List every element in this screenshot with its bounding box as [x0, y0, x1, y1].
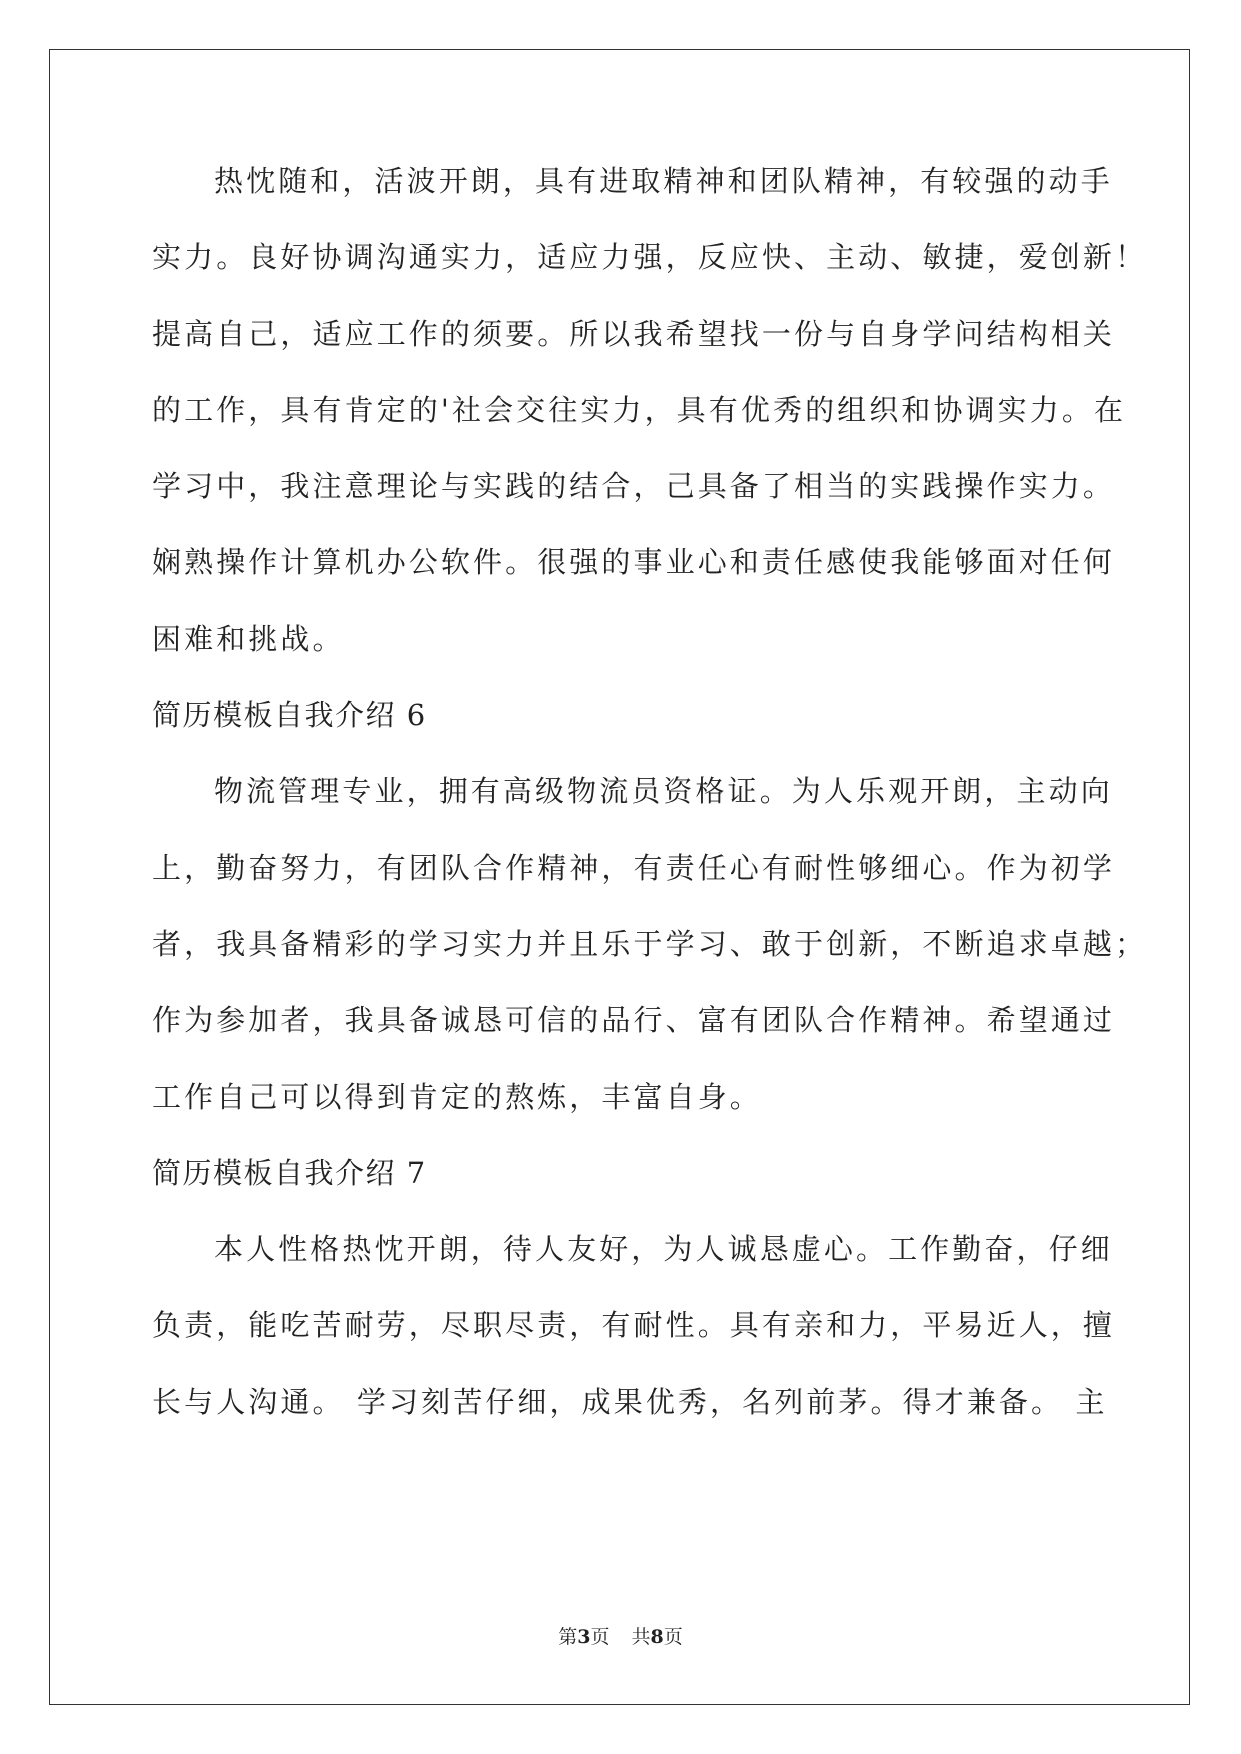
text-line: 工作自己可以得到肯定的熬炼，丰富自身。 — [152, 1079, 762, 1114]
text-line: 学习中，我注意理论与实践的结合，己具备了相当的实践操作实力。 — [152, 469, 1116, 504]
paragraph-1 — [152, 162, 1148, 696]
text-line: 物流管理专业，拥有高级物流员资格证。为人乐观开朗，主动向 — [214, 774, 1113, 809]
section-heading-7: 简历模板自我介绍 7 — [152, 1155, 427, 1190]
text-line: 上，勤奋努力，有团队合作精神，有责任心有耐性够细心。作为初学 — [152, 850, 1116, 885]
text-line: 负责，能吃苦耐劳，尽职尽责，有耐性。具有亲和力，平易近人，擅 — [152, 1308, 1116, 1343]
total-prefix: 共 — [631, 1626, 651, 1648]
total-suffix: 页 — [663, 1626, 683, 1648]
text-line: 者，我具备精彩的学习实力并且乐于学习、敢于创新，不断追求卓越； — [152, 926, 1148, 961]
text-line: 困难和挑战。 — [152, 621, 345, 656]
text-line: 实力。良好协调沟通实力，适应力强，反应快、主动、敏捷，爱创新！ — [152, 240, 1148, 275]
text-line: 长与人沟通。 学习刻苦仔细，成果优秀，名列前茅。得才兼备。 主 — [152, 1384, 1108, 1419]
total-pages-number: 8 — [650, 1626, 664, 1648]
page-prefix: 第 — [558, 1626, 578, 1648]
section-heading-6: 简历模板自我介绍 6 — [152, 698, 427, 733]
text-line: 作为参加者，我具备诚恳可信的品行、富有团队合作精神。希望通过 — [152, 1003, 1116, 1038]
document-body — [152, 162, 1148, 1459]
text-line: 热忱随和，活波开朗，具有进取精神和团队精神，有较强的动手 — [214, 164, 1113, 198]
text-line: 提高自己，适应工作的须要。所以我希望找一份与自身学问结构相关 — [152, 316, 1116, 351]
page-footer — [0, 1622, 1241, 1649]
current-page-number: 3 — [577, 1626, 591, 1648]
page-suffix: 页 — [590, 1626, 610, 1648]
paragraph-3 — [152, 1230, 1116, 1459]
paragraph-2 — [152, 772, 1148, 1153]
text-line: 本人性格热忱开朗，待人友好，为人诚恳虚心。工作勤奋，仔细 — [214, 1232, 1113, 1267]
text-line: 的工作，具有肯定的'社会交往实力，具有优秀的组织和协调实力。在 — [152, 392, 1127, 427]
text-line: 娴熟操作计算机办公软件。很强的事业心和责任感使我能够面对任何 — [152, 545, 1116, 580]
